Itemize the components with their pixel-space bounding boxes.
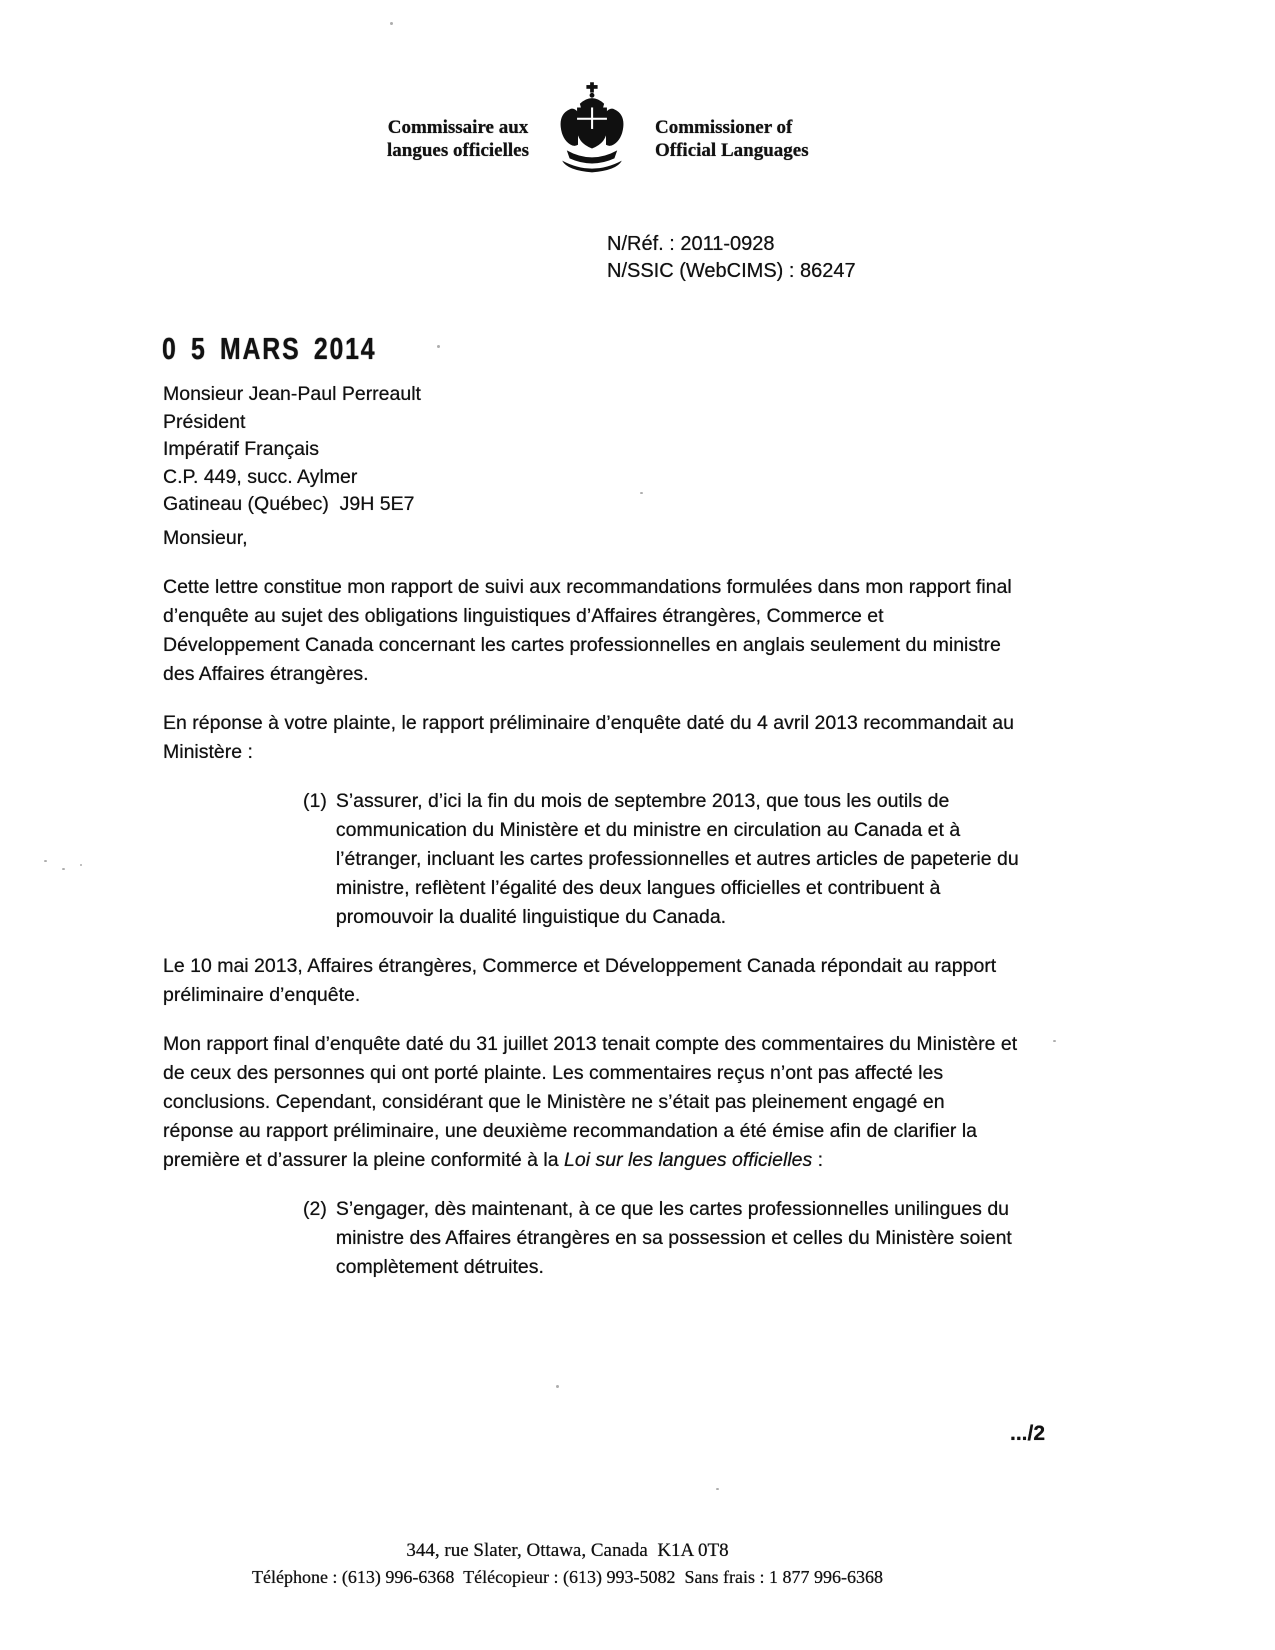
letter-body <box>163 524 1025 1282</box>
scan-speck <box>437 345 440 348</box>
letter-footer <box>0 1538 1135 1590</box>
footer-phone-numbers: Téléphone : (613) 996-6368 Télécopieur : (613) 993-5082 Sans frais : 1 877 996-6368 <box>251 1567 884 1587</box>
recommendation-2-text: S’engager, dès maintenant, à ce que les cartes professionnelles unilingues du ministre des Affaires étrangères en sa possession et celles du Ministère soient complètement détruites. <box>335 1198 1018 1278</box>
org-name-french-line2: langues officielles <box>387 140 529 161</box>
recipient-city-postal: Gatineau (Québec) J9H 5E7 <box>163 493 415 515</box>
recommendation-1-text: S’assurer, d’ici la fin du mois de septembre 2013, que tous les outils de communication du Ministère et du ministre en circulation au Canada et à l’étranger, incluant les cartes professionnelles et autres articles de papeterie du ministre, reflètent l’égalité des deux langues officielles et contribuent à promouvoir la dualité linguistique du Canada. <box>335 790 1025 928</box>
org-name-french-line1: Commissaire aux <box>387 117 529 138</box>
org-name-french <box>378 116 538 162</box>
act-title-italic: Loi sur les langues officielles <box>564 1149 813 1171</box>
scan-speck <box>80 864 82 866</box>
recommendation-1-number: (1) <box>303 790 327 812</box>
date-stamp: 0 5 MARS 2014 <box>162 332 377 366</box>
recipient-name: Monsieur Jean-Paul Perreault <box>163 383 421 405</box>
scan-speck <box>390 22 393 25</box>
recommendation-2-number: (2) <box>303 1198 327 1220</box>
paragraph-preliminary-report: En réponse à votre plainte, le rapport préliminaire d’enquête daté du 4 avril 2013 recommandait au Ministère : <box>163 712 1020 763</box>
page-continuation-marker: .../2 <box>1010 1422 1046 1445</box>
scan-speck <box>556 1385 559 1388</box>
paragraph-final-report <box>163 1030 1023 1175</box>
reference-block <box>607 231 856 285</box>
org-name-english-line1: Commissioner of <box>655 117 793 138</box>
footer-address: 344, rue Slater, Ottawa, Canada K1A 0T8 <box>406 1540 729 1561</box>
recipient-po-box: C.P. 449, succ. Aylmer <box>163 465 358 488</box>
paragraph-intro: Cette lettre constitue mon rapport de suivi aux recommandations formulées dans mon rapport final d’enquête au sujet des obligations linguistiques d’Affaires étrangères, Commerce et Développement Canada concernant les cartes professionnelles en anglais seulement du ministre des Affaires étrangères. <box>163 576 1018 685</box>
paragraph-ministry-response: Le 10 mai 2013, Affaires étrangères, Commerce et Développement Canada répondait au rapport préliminaire d’enquête. <box>163 955 1002 1006</box>
scan-speck <box>716 1488 719 1490</box>
scan-speck <box>1053 1040 1056 1042</box>
reference-number: N/Réf. : 2011-0928 <box>607 233 775 255</box>
final-report-text: Mon rapport final d’enquête daté du 31 juillet 2013 tenait compte des commentaires du Ministère et de ceux des personnes qui ont porté plainte. Les commentaires reçus n’ont pas affecté les conclusions. Cependant, considérant que le Ministère ne s’était pas pleinement engagé en réponse au rapport préliminaire, une deuxième recommandation a été émise afin de clarifier la première et d’assurer la pleine conformité à la <box>163 1033 1023 1171</box>
org-name-english <box>655 116 855 162</box>
recommendation-2 <box>303 1195 1020 1282</box>
ssic-number: N/SSIC (WebCIMS) : 86247 <box>607 260 856 282</box>
recipient-address <box>163 381 421 519</box>
scan-speck <box>640 492 643 494</box>
salutation: Monsieur, <box>163 527 248 549</box>
coat-of-arms-icon <box>550 80 634 176</box>
final-report-colon: : <box>812 1149 824 1171</box>
org-name-english-line2: Official Languages <box>655 140 809 161</box>
recommendation-1 <box>303 787 1025 932</box>
scan-speck <box>62 868 65 870</box>
recipient-title: Président <box>163 410 246 433</box>
recipient-organization: Impératif Français <box>163 438 320 460</box>
scan-speck <box>44 860 47 862</box>
